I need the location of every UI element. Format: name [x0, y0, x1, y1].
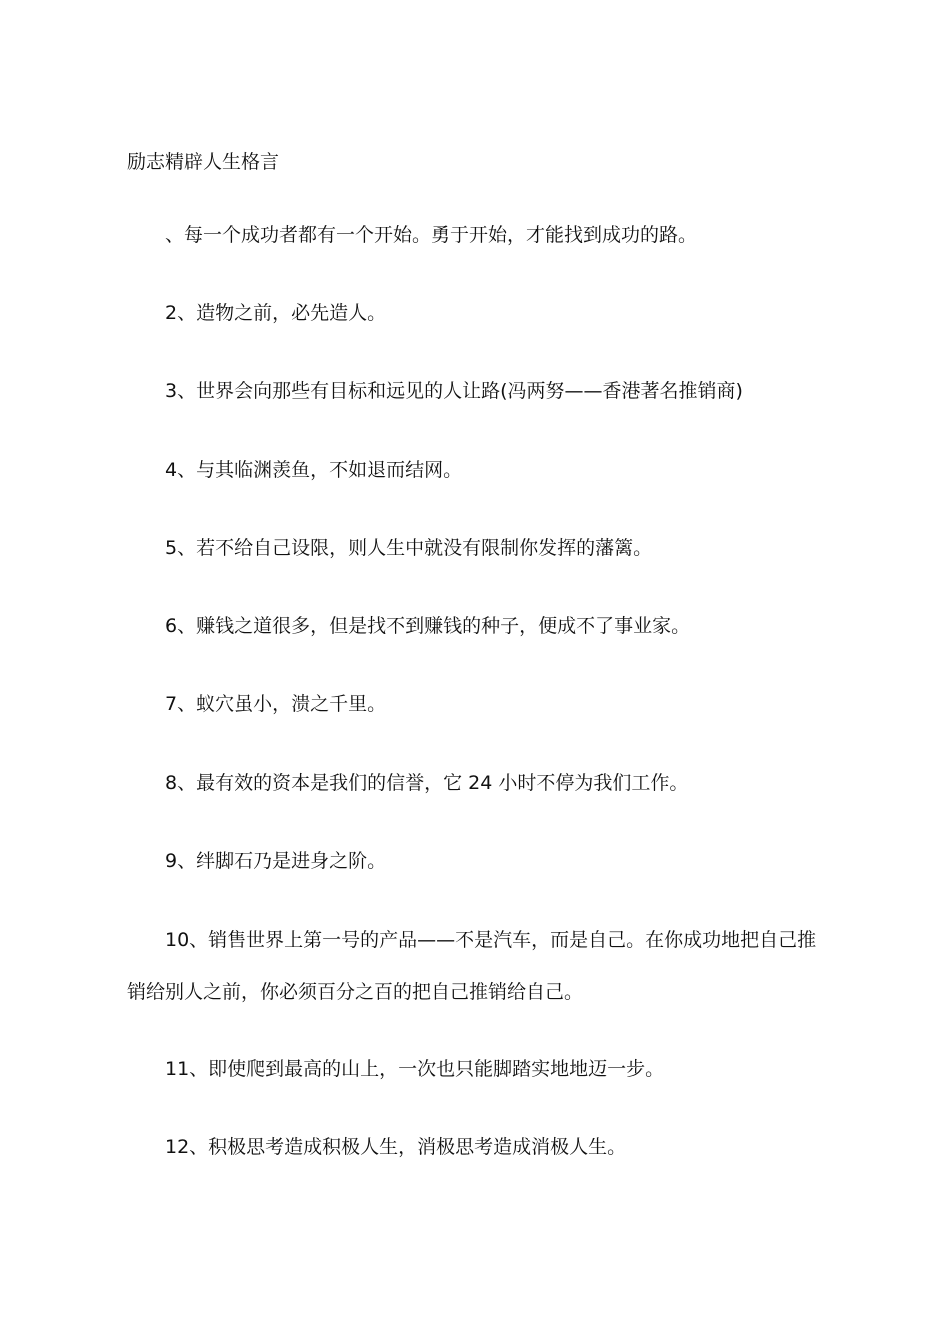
quote-item-2: 2、造物之前，必先造人。 — [165, 302, 387, 324]
document-title: 励志精辟人生格言 — [127, 151, 280, 173]
quote-item-6: 6、赚钱之道很多，但是找不到赚钱的种子，便成不了事业家。 — [165, 615, 691, 637]
quote-item-5: 5、若不给自己设限，则人生中就没有限制你发挥的藩篱。 — [165, 537, 653, 559]
quote-item-1: 、每一个成功者都有一个开始。勇于开始，才能找到成功的路。 — [165, 224, 698, 246]
quote-item-9: 9、绊脚石乃是进身之阶。 — [165, 850, 387, 872]
quote-item-8: 8、最有效的资本是我们的信誉，它 24 小时不停为我们工作。 — [165, 772, 689, 794]
quote-item-12: 12、积极思考造成积极人生，消极思考造成消极人生。 — [165, 1136, 627, 1158]
quote-item-11: 11、即使爬到最高的山上，一次也只能脚踏实地地迈一步。 — [165, 1058, 665, 1080]
quote-item-7: 7、蚁穴虽小，溃之千里。 — [165, 693, 387, 715]
quote-item-3: 3、世界会向那些有目标和远见的人让路(冯两努——香港著名推销商) — [165, 380, 743, 402]
quote-item-10: 10、销售世界上第一号的产品——不是汽车，而是自己。在你成功地把自己推销给别人之前，你必须百分之百的把自己推销给自己。 — [127, 929, 817, 1003]
quote-item-4: 4、与其临渊羡鱼，不如退而结网。 — [165, 459, 463, 481]
